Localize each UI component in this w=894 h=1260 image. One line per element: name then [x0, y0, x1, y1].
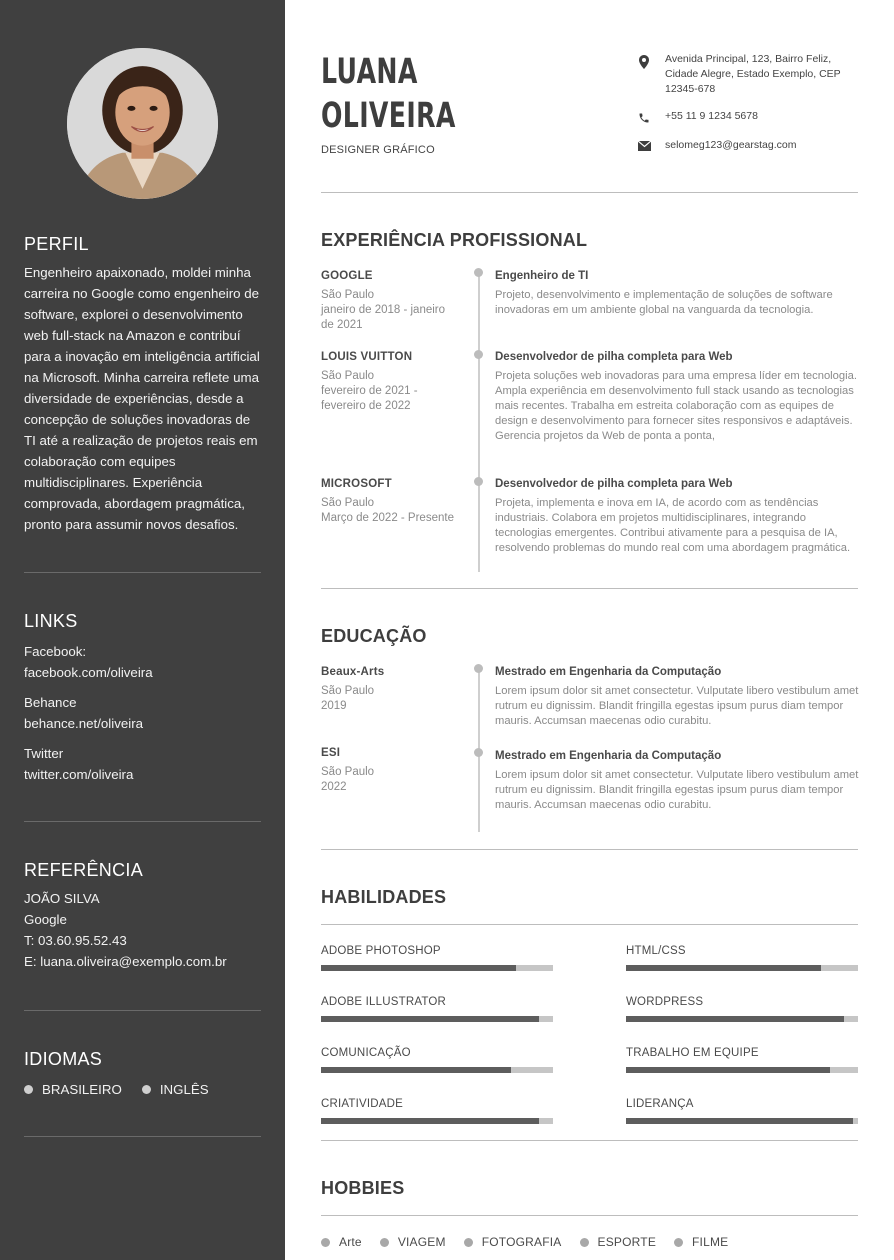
period: Março de 2022 - Presente	[321, 512, 454, 524]
degree-description: Lorem ipsum dolor sit amet consectetur. Vulputate libero vestibulum amet rutrum eu dignissim. Blandit fringilla egestas ipsum purus diam tempor mauris. Accumsan maecenas odio curabitu.	[495, 769, 859, 811]
year: 2019	[321, 700, 347, 712]
link-twitter[interactable]	[24, 743, 261, 785]
email-text[interactable]: selomeg123@gearstag.com	[665, 139, 797, 151]
divider	[321, 1215, 858, 1216]
link-url[interactable]: twitter.com/oliveira	[24, 767, 134, 782]
divider	[24, 821, 261, 822]
bullet-icon	[321, 1238, 330, 1247]
period: fevereiro de 2021 - fevereiro de 2022	[321, 385, 418, 412]
role-title: Desenvolvedor de pilha completa para Web	[495, 478, 733, 490]
degree-description: Lorem ipsum dolor sit amet consectetur. Vulputate libero vestibulum amet rutrum eu dignissim. Blandit fringilla egestas ipsum purus diam tempor mauris. Accumsan maecenas odio curabitu.	[495, 685, 859, 727]
sidebar	[0, 0, 285, 1260]
envelope-icon	[637, 138, 651, 151]
skill-bar-fill	[626, 1016, 844, 1022]
skill-item	[321, 945, 553, 971]
hobby-item	[464, 1235, 562, 1249]
languages-heading: IDIOMAS	[24, 1049, 103, 1069]
contact-phone	[637, 109, 758, 124]
skill-item	[626, 1047, 858, 1073]
contact-address	[637, 52, 862, 97]
divider	[321, 924, 858, 925]
link-label: Behance	[24, 695, 77, 710]
last-name: OLIVEIRA	[321, 96, 456, 136]
link-label: Facebook:	[24, 644, 87, 659]
education-heading: EDUCAÇÃO	[321, 626, 427, 646]
bullet-icon	[674, 1238, 683, 1247]
hobby-label: Arte	[339, 1235, 362, 1249]
hobbies-list	[321, 1235, 746, 1249]
timeline-dot	[474, 477, 483, 486]
divider	[321, 588, 858, 589]
language-item	[24, 1082, 122, 1097]
main-content	[321, 0, 858, 1260]
company-name: MICROSOFT	[321, 478, 392, 490]
role-title: Desenvolvedor de pilha completa para Web	[495, 351, 733, 363]
location-pin-icon	[637, 52, 651, 69]
skill-item	[321, 1047, 553, 1073]
divider	[24, 1136, 261, 1137]
reference-email[interactable]: E: luana.oliveira@exemplo.com.br	[24, 954, 227, 969]
experience-item-left	[321, 351, 461, 414]
link-label: Twitter	[24, 746, 64, 761]
year: 2022	[321, 781, 347, 793]
skill-name: CRIATIVIDADE	[321, 1098, 404, 1110]
experience-item-right	[495, 351, 860, 444]
language-label: BRASILEIRO	[42, 1082, 122, 1097]
hobby-item	[321, 1235, 362, 1249]
address-text: Avenida Principal, 123, Bairro Feliz, Cidade Alegre, Estado Exemplo, CEP 12345-678	[665, 53, 841, 95]
skill-item	[321, 996, 553, 1022]
experience-item-right	[495, 270, 860, 318]
skill-name: ADOBE PHOTOSHOP	[321, 945, 441, 957]
experience-item-right	[495, 478, 860, 556]
skill-bar	[626, 1067, 858, 1073]
divider	[24, 572, 261, 573]
skill-bar-fill	[321, 1016, 539, 1022]
first-name: LUANA	[321, 52, 418, 92]
hobby-label: ESPORTE	[597, 1235, 657, 1249]
avatar	[67, 48, 218, 199]
period: janeiro de 2018 - janeiro de 2021	[321, 304, 446, 331]
reference-section	[24, 860, 261, 972]
bullet-icon	[24, 1085, 33, 1094]
company-name: LOUIS VUITTON	[321, 351, 413, 363]
divider	[321, 1140, 858, 1141]
location: São Paulo	[321, 289, 375, 301]
timeline-line	[478, 272, 480, 572]
reference-name: JOÃO SILVA	[24, 891, 100, 906]
divider	[321, 192, 858, 193]
hobby-item	[674, 1235, 728, 1249]
skill-name: COMUNICAÇÃO	[321, 1047, 411, 1059]
timeline-dot	[474, 350, 483, 359]
phone-text: +55 11 9 1234 5678	[665, 110, 758, 122]
degree-title: Mestrado em Engenharia da Computação	[495, 750, 722, 762]
skill-bar	[321, 1067, 553, 1073]
profile-photo	[67, 48, 218, 199]
skill-bar-fill	[321, 1067, 511, 1073]
skill-name: HTML/CSS	[626, 945, 686, 957]
company-name: GOOGLE	[321, 270, 373, 282]
timeline-dot	[474, 664, 483, 673]
school-name: Beaux-Arts	[321, 666, 385, 678]
bullet-icon	[142, 1085, 151, 1094]
language-label: INGLÊS	[159, 1082, 209, 1097]
full-name	[321, 50, 456, 138]
hobby-label: VIAGEM	[397, 1235, 446, 1249]
reference-company: Google	[24, 912, 67, 927]
reference-heading: REFERÊNCIA	[24, 860, 144, 880]
skill-bar-fill	[626, 965, 821, 971]
bullet-icon	[580, 1238, 589, 1247]
skill-item	[626, 1098, 858, 1124]
skill-bar-fill	[321, 1118, 539, 1124]
location: São Paulo	[321, 766, 375, 778]
timeline-dot	[474, 268, 483, 277]
skill-bar	[321, 1016, 553, 1022]
phone-icon	[637, 109, 651, 124]
role-description: Projeta, implementa e inova em IA, de acordo com as tendências industriais. Colabora em projetos multidisciplinares, integrando tecnologias emergentes. Contribui ativamente para a pesquisa de IA, resolvendo problemas do mundo real com uma abordagem pragmática.	[495, 497, 851, 554]
profile-text: Engenheiro apaixonado, moldei minha carreira no Google como engenheiro de software, explorei o desenvolvimento web full-stack na Amazon e contribuí para a inovação em inteligência artificial na Microsoft. Minha carreira reflete uma diversidade de experiências, desde a concepção de soluções inovadoras de TI até a realização de projetos reais em colaboração com equipes multidisciplinares. Experiência comprovada, abordagem pragmática, pronto para assumir novos desafios.	[24, 265, 260, 532]
skill-name: ADOBE ILLUSTRATOR	[321, 996, 447, 1008]
skill-name: LIDERANÇA	[626, 1098, 694, 1110]
link-url[interactable]: facebook.com/oliveira	[24, 665, 153, 680]
skill-bar	[321, 965, 553, 971]
reference-phone: T: 03.60.95.52.43	[24, 933, 127, 948]
experience-heading: EXPERIÊNCIA PROFISSIONAL	[321, 230, 588, 250]
link-facebook[interactable]	[24, 641, 261, 683]
divider	[321, 849, 858, 850]
role-description: Projeto, desenvolvimento e implementação de soluções de software inovadoras em um ambiente global na vanguarda da tecnologia.	[495, 289, 833, 316]
location: São Paulo	[321, 370, 375, 382]
location: São Paulo	[321, 685, 375, 697]
job-title: DESIGNER GRÁFICO	[321, 144, 435, 156]
skill-name: WORDPRESS	[626, 996, 704, 1008]
degree-title: Mestrado em Engenharia da Computação	[495, 666, 722, 678]
contact-email[interactable]	[637, 138, 796, 153]
hobby-item	[380, 1235, 446, 1249]
link-behance[interactable]	[24, 692, 261, 734]
hobbies-heading: HOBBIES	[321, 1178, 405, 1198]
skill-bar	[626, 965, 858, 971]
links-section	[24, 611, 261, 785]
skill-name: TRABALHO EM EQUIPE	[626, 1047, 759, 1059]
education-item-left	[321, 747, 461, 795]
school-name: ESI	[321, 747, 341, 759]
skill-bar-fill	[626, 1118, 853, 1124]
education-item-right	[495, 666, 860, 729]
skill-bar	[321, 1118, 553, 1124]
divider	[24, 1010, 261, 1011]
hobby-item	[580, 1235, 657, 1249]
links-heading: LINKS	[24, 611, 78, 631]
profile-heading: PERFIL	[24, 234, 89, 254]
hobby-label: FOTOGRAFIA	[481, 1235, 562, 1249]
profile-section	[24, 234, 261, 535]
timeline-dot	[474, 748, 483, 757]
link-url[interactable]: behance.net/oliveira	[24, 716, 144, 731]
role-title: Engenheiro de TI	[495, 270, 589, 282]
experience-item-left	[321, 270, 461, 333]
bullet-icon	[464, 1238, 473, 1247]
languages-section	[24, 1049, 261, 1097]
skill-item	[626, 945, 858, 971]
bullet-icon	[380, 1238, 389, 1247]
skill-bar	[626, 1118, 858, 1124]
language-item	[142, 1082, 209, 1097]
skill-bar-fill	[626, 1067, 830, 1073]
skill-item	[321, 1098, 553, 1124]
skill-bar	[626, 1016, 858, 1022]
experience-item-left	[321, 478, 461, 526]
education-item-left	[321, 666, 461, 714]
location: São Paulo	[321, 497, 375, 509]
skill-item	[626, 996, 858, 1022]
education-item-right	[495, 750, 860, 813]
role-description: Projeta soluções web inovadoras para uma empresa líder em tecnologia. Ampla experiência em desenvolvimento full stack usando as tecnologias mais recentes. Trabalha em estreita colaboração com as equipes de design e desenvolvimento para fornecer sites responsivos e adaptáveis. Gerencia projetos da Web de ponta a ponta,	[495, 370, 857, 442]
skill-bar-fill	[321, 965, 516, 971]
hobby-label: FILME	[692, 1235, 729, 1249]
skills-heading: HABILIDADES	[321, 887, 447, 907]
